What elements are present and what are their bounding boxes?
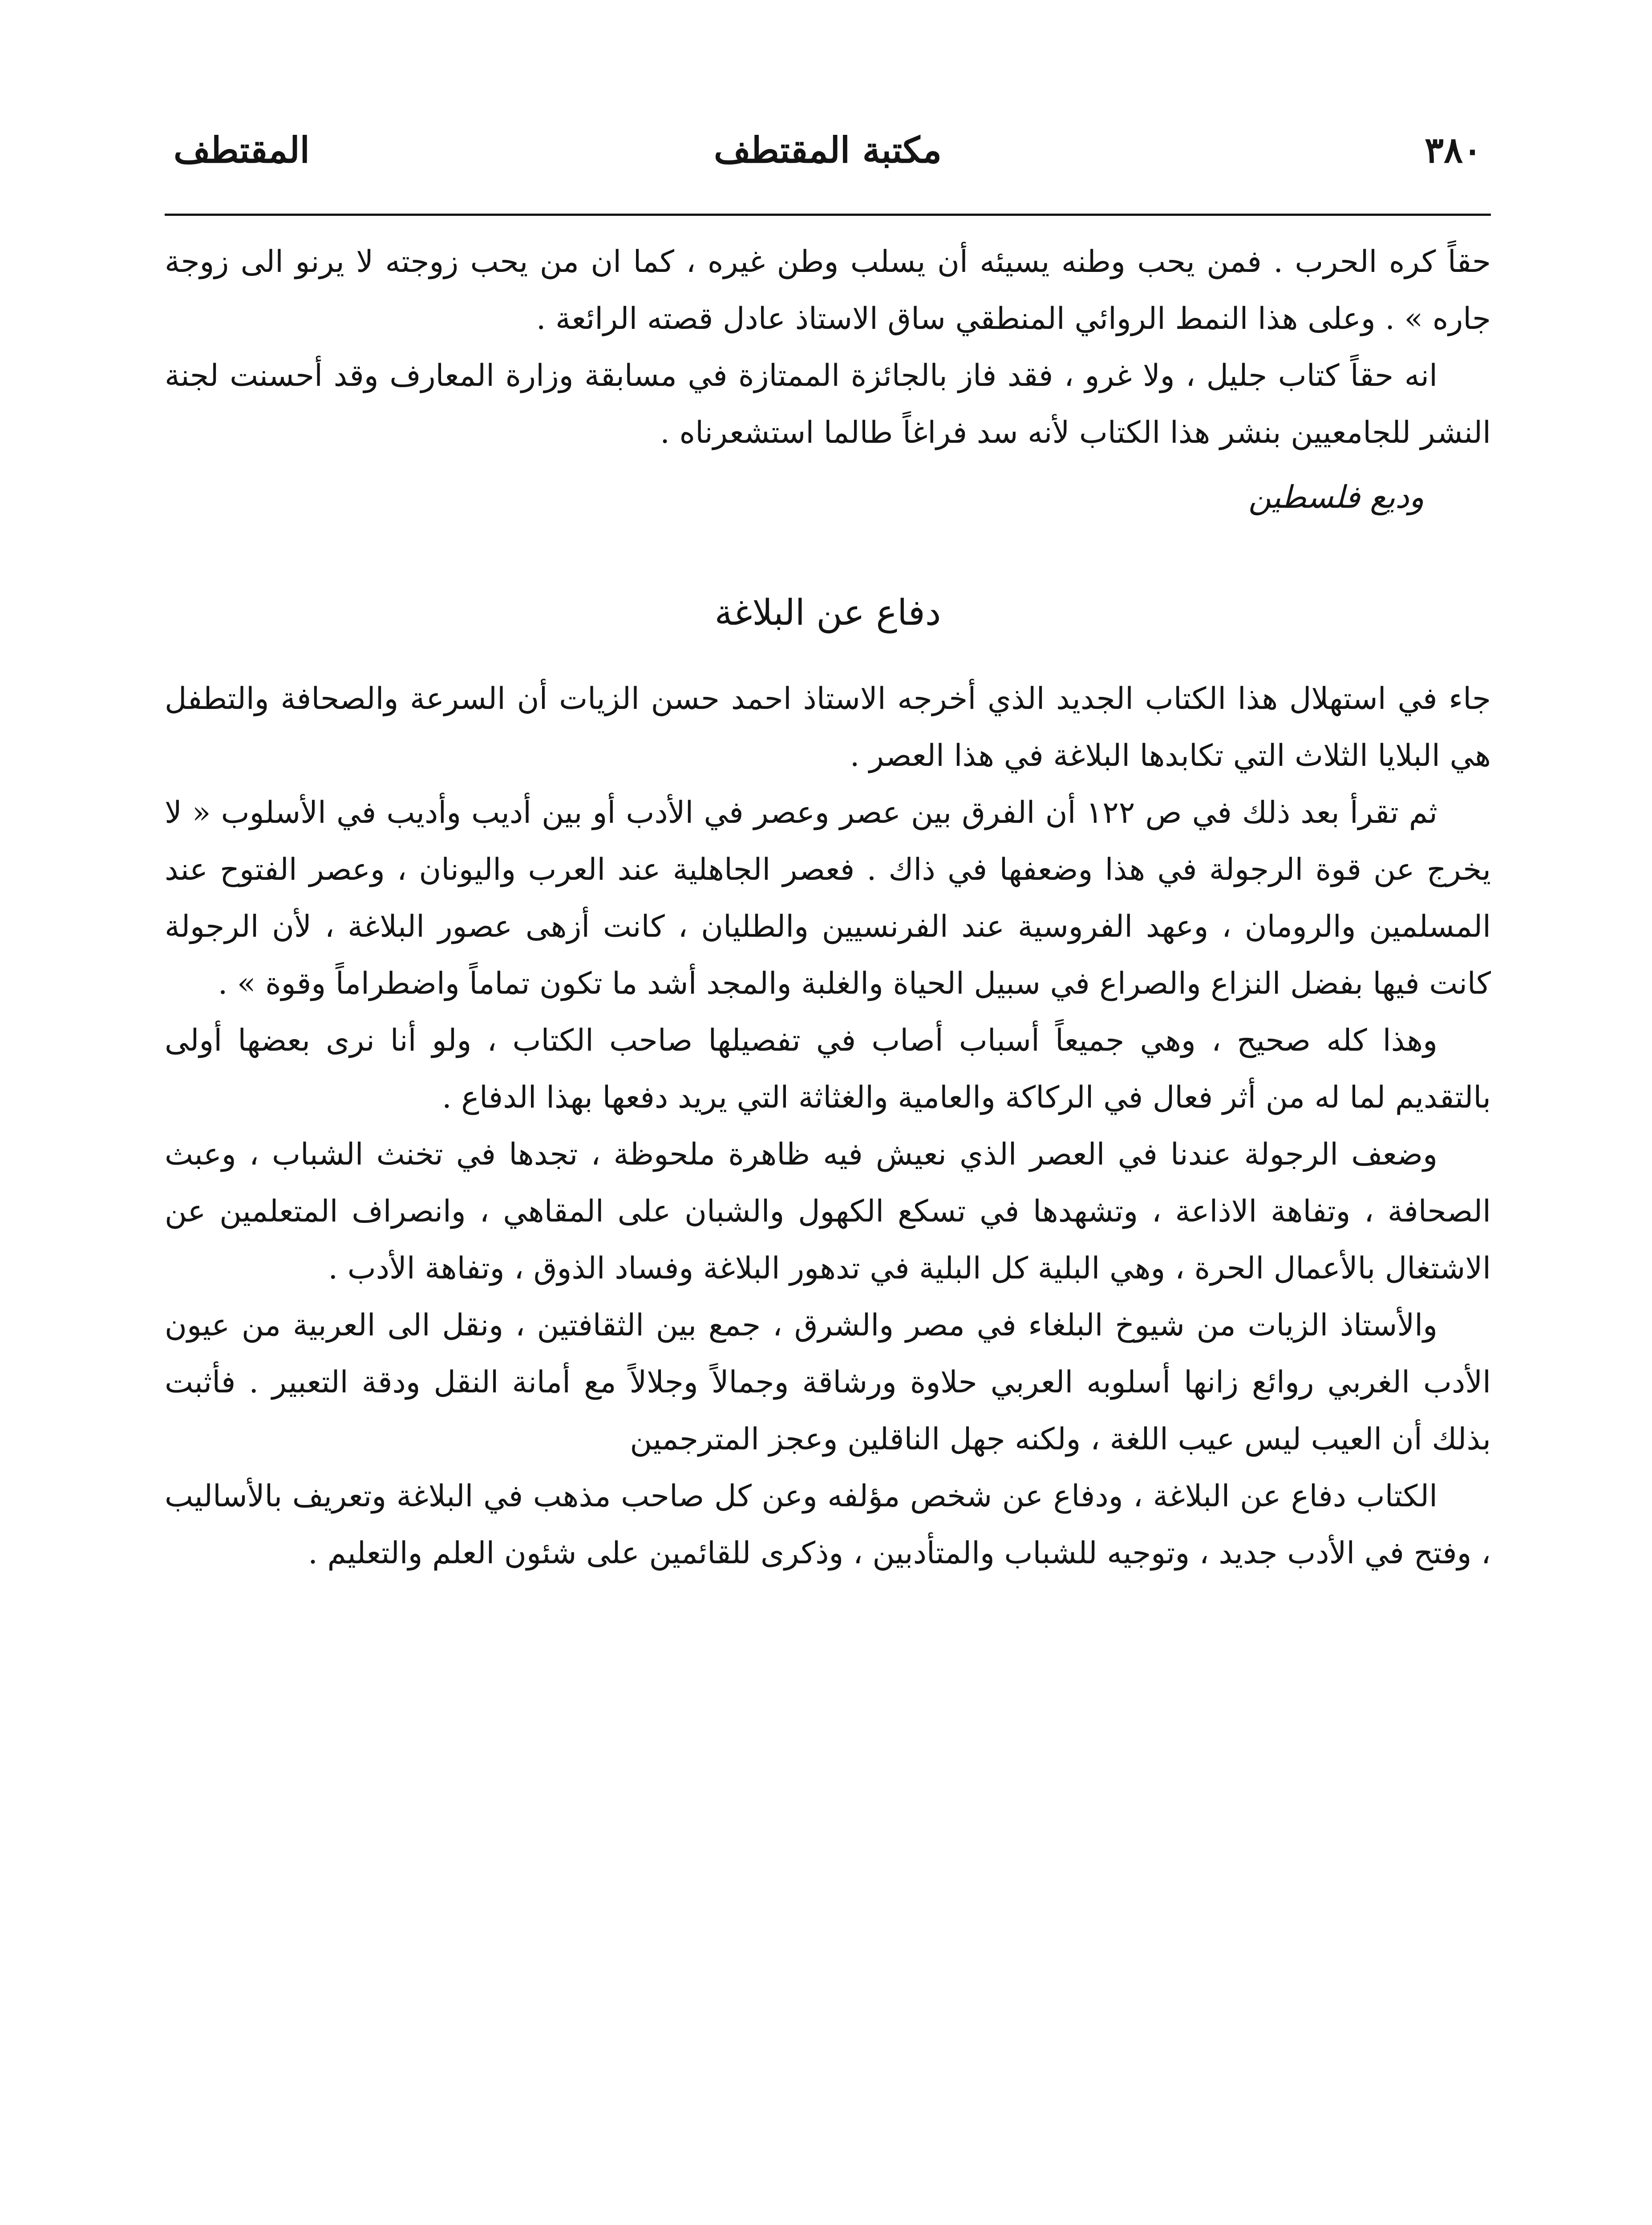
page-number: ٣٨٠ [1425, 129, 1482, 171]
article-paragraph: ثم تقرأ بعد ذلك في ص ١٢٢ أن الفرق بين عصر وعصر في الأدب أو بين أديب وأديب في الأسلوب « لا يخرج عن قوة الرجولة في هذا وضعفها في ذاك . فعصر الجاهلية عند العرب واليونان ، وعصر الفتوح عند المسلمين والرومان ، وعهد الفروسية عند الفرنسيين والطليان ، كانت أزهى عصور البلاغة ، لأن الرجولة كانت فيها بفضل النزاع والصراع في سبيل الحياة والغلبة والمجد أشد ما تكون تماماً واضطراماً وقوة » . [165, 795, 1491, 1001]
author-signature: وديع فلسطين [1248, 479, 1424, 515]
article-paragraph: وهذا كله صحيح ، وهي جميعاً أسباب أصاب في تفصيلها صاحب الكتاب ، ولو أنا نرى بعضها أولى بالتقديم لما له من أثر فعال في الركاكة والعامية والغثاثة التي يريد دفعها بهذا الدفاع . [165, 1023, 1491, 1115]
running-header [165, 120, 1491, 187]
section-title: مكتبة المقتطف [714, 129, 942, 171]
article-paragraph: الكتاب دفاع عن البلاغة ، ودفاع عن شخص مؤلفه وعن كل صاحب مذهب في البلاغة وتعريف بالأساليب ، وفتح في الأدب جديد ، وتوجيه للشباب والمتأدبين ، وذكرى للقائمين على شئون العلم والتعليم . [165, 1479, 1491, 1571]
review-paragraph: انه حقاً كتاب جليل ، ولا غرو ، فقد فاز بالجائزة الممتازة في مسابقة وزارة المعارف وقد أحسنت لجنة النشر للجامعيين بنشر هذا الكتاب لأنه سد فراغاً طالما استشعرناه . [165, 358, 1491, 450]
article-heading: دفاع عن البلاغة [714, 592, 941, 633]
journal-name: المقتطف [174, 129, 310, 171]
review-paragraph: حقاً كره الحرب . فمن يحب وطنه يسيئه أن يسلب وطن غيره ، كما ان من يحب زوجته لا يرنو الى زوجة جاره » . وعلى هذا النمط الروائي المنطقي ساق الاستاذ عادل قصته الرائعة . [165, 244, 1491, 336]
page-content [165, 120, 1491, 1582]
header-rule [165, 214, 1491, 216]
article-paragraph: جاء في استهلال هذا الكتاب الجديد الذي أخرجه الاستاذ احمد حسن الزيات أن السرعة والصحافة والتطفل هي البلايا الثلاث التي تكابدها البلاغة في هذا العصر . [165, 681, 1491, 773]
article-paragraph: والأستاذ الزيات من شيوخ البلغاء في مصر والشرق ، جمع بين الثقافتين ، ونقل الى العربية من عيون الأدب الغربي روائع زانها أسلوبه العربي حلاوة ورشاقة وجمالاً وجلالاً مع أمانة النقل ودقة التعبير . فأثبت بذلك أن العيب ليس عيب اللغة ، ولكنه جهل الناقلين وعجز المترجمين [165, 1308, 1491, 1457]
article-paragraph: وضعف الرجولة عندنا في العصر الذي نعيش فيه ظاهرة ملحوظة ، تجدها في تخنث الشباب ، وعبث الصحافة ، وتفاهة الاذاعة ، وتشهدها في تسكع الكهول والشبان على المقاهي ، وانصراف المتعلمين عن الاشتغال بالأعمال الحرة ، وهي البلية كل البلية في تدهور البلاغة وفساد الذوق ، وتفاهة الأدب . [165, 1137, 1491, 1286]
